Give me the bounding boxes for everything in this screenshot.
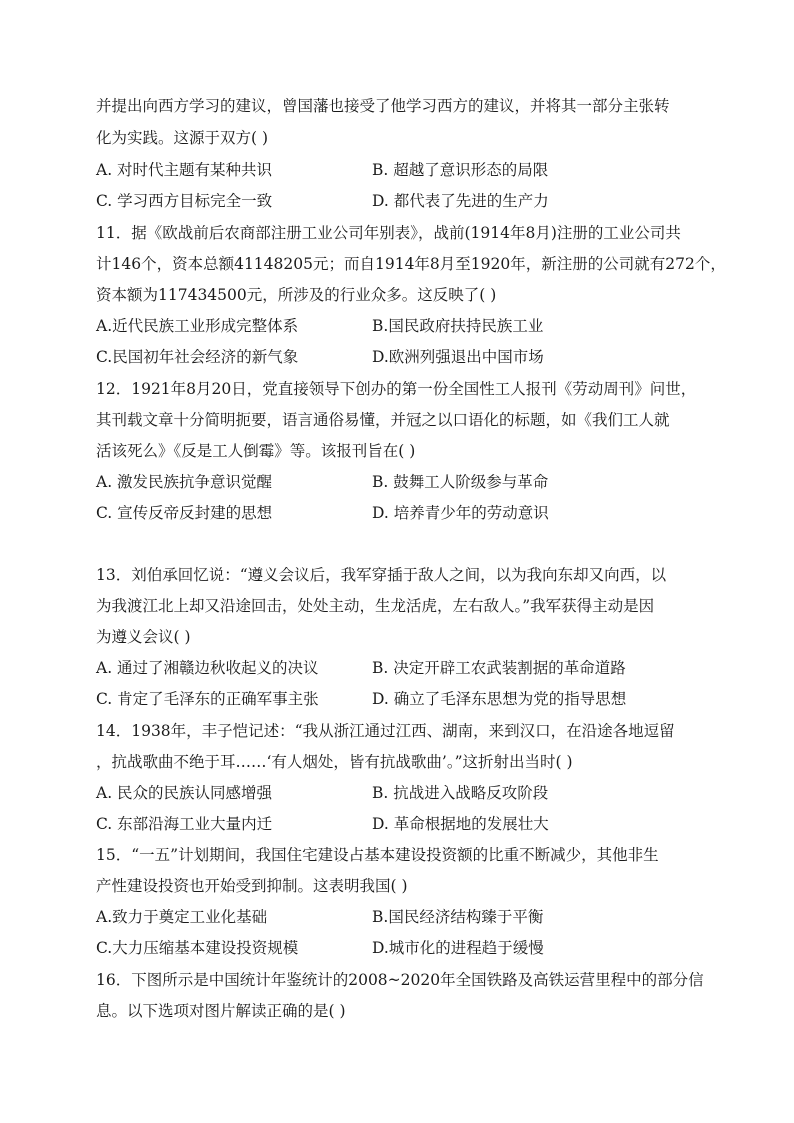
q13-option-b: B. 决定开辟工农武装割据的革命道路	[372, 659, 626, 677]
q15-line-2: 产性建设投资也开始受到抑制。这表明我国( )	[96, 877, 408, 895]
q12-line-1: 12．1921年8月20日，党直接领导下创办的第一份全国性工人报刊《劳动周刊》问世，	[96, 380, 697, 398]
q13-line-3: 为遵义会议( )	[96, 628, 191, 646]
q13-option-d: D. 确立了毛泽东思想为党的指导思想	[372, 690, 627, 708]
q13-line-1: 13．刘伯承回忆说：“遵义会议后，我军穿插于敌人之间，以为我向东却又向西，以	[96, 566, 667, 584]
q15-line-1: 15．“一五”计划期间，我国住宅建设占基本建设投资额的比重不断减少，其他非生	[96, 846, 659, 864]
q11-line-2: 计146个，资本总额41148205元；而自1914年8月至1920年，新注册的公司就有272个，	[96, 255, 726, 273]
q12-option-d: D. 培养青少年的劳动意识	[372, 504, 549, 522]
q10-line-1: 并提出向西方学习的建议，曾国藩也接受了他学习西方的建议，并将其一部分主张转	[96, 97, 670, 115]
q14-option-d: D. 革命根据地的发展壮大	[372, 815, 549, 833]
q11-option-a: A.近代民族工业形成完整体系	[96, 317, 299, 335]
q11-line-3: 资本额为117434500元，所涉及的行业众多。这反映了( )	[96, 286, 497, 304]
q12-option-a: A. 激发民族抗争意识觉醒	[96, 473, 273, 491]
q11-option-c: C.民国初年社会经济的新气象	[96, 348, 299, 366]
q13-line-2: 为我渡江北上却又沿途回击，处处主动，生龙活虎，左右敌人。”我军获得主动是因	[96, 597, 655, 615]
q14-line-1: 14．1938年，丰子恺记述：“我从浙江通过江西、湖南，来到汉口，在沿途各地逗留	[96, 722, 675, 740]
q15-option-c: C.大力压缩基本建设投资规模	[96, 939, 299, 957]
q15-option-a: A.致力于奠定工业化基础	[96, 908, 268, 926]
q14-option-a: A. 民众的民族认同感增强	[96, 784, 273, 802]
q14-option-b: B. 抗战进入战略反攻阶段	[372, 784, 549, 802]
q15-option-d: D.城市化的进程趋于缓慢	[372, 939, 544, 957]
q14-line-2: ，抗战歌曲不绝于耳……‘有人烟处，皆有抗战歌曲’。”这折射出当时( )	[96, 753, 573, 771]
q12-option-c: C. 宣传反帝反封建的思想	[96, 504, 273, 522]
q13-option-c: C. 肯定了毛泽东的正确军事主张	[96, 690, 319, 708]
q11-option-b: B.国民政府扶持民族工业	[372, 317, 544, 335]
q14-option-c: C. 东部沿海工业大量内迁	[96, 815, 273, 833]
q12-line-3: 活该死么》《反是工人倒霉》等。该报刊旨在( )	[96, 442, 416, 460]
q13-option-a: A. 通过了湘赣边秋收起义的决议	[96, 659, 319, 677]
q15-option-b: B.国民经济结构臻于平衡	[372, 908, 544, 926]
q10-option-c: C. 学习西方目标完全一致	[96, 192, 273, 210]
q10-option-a: A. 对时代主题有某种共识	[96, 161, 273, 179]
q12-line-2: 其刊载文章十分简明扼要，语言通俗易懂，并冠之以口语化的标题，如《我们工人就	[96, 411, 670, 429]
q12-option-b: B. 鼓舞工人阶级参与革命	[372, 473, 549, 491]
q10-option-b: B. 超越了意识形态的局限	[372, 161, 549, 179]
q16-line-1: 16．下图所示是中国统计年鉴统计的2008~2020年全国铁路及高铁运营里程中的部分信	[96, 971, 704, 989]
q16-line-2: 息。以下选项对图片解读正确的是( )	[96, 1002, 346, 1020]
q11-option-d: D.欧洲列强退出中国市场	[372, 348, 544, 366]
q10-line-2: 化为实践。这源于双方( )	[96, 129, 269, 147]
q10-option-d: D. 都代表了先进的生产力	[372, 192, 549, 210]
q11-line-1: 11．据《欧战前后农商部注册工业公司年别表》，战前(1914年8月)注册的工业公司共	[96, 224, 681, 242]
